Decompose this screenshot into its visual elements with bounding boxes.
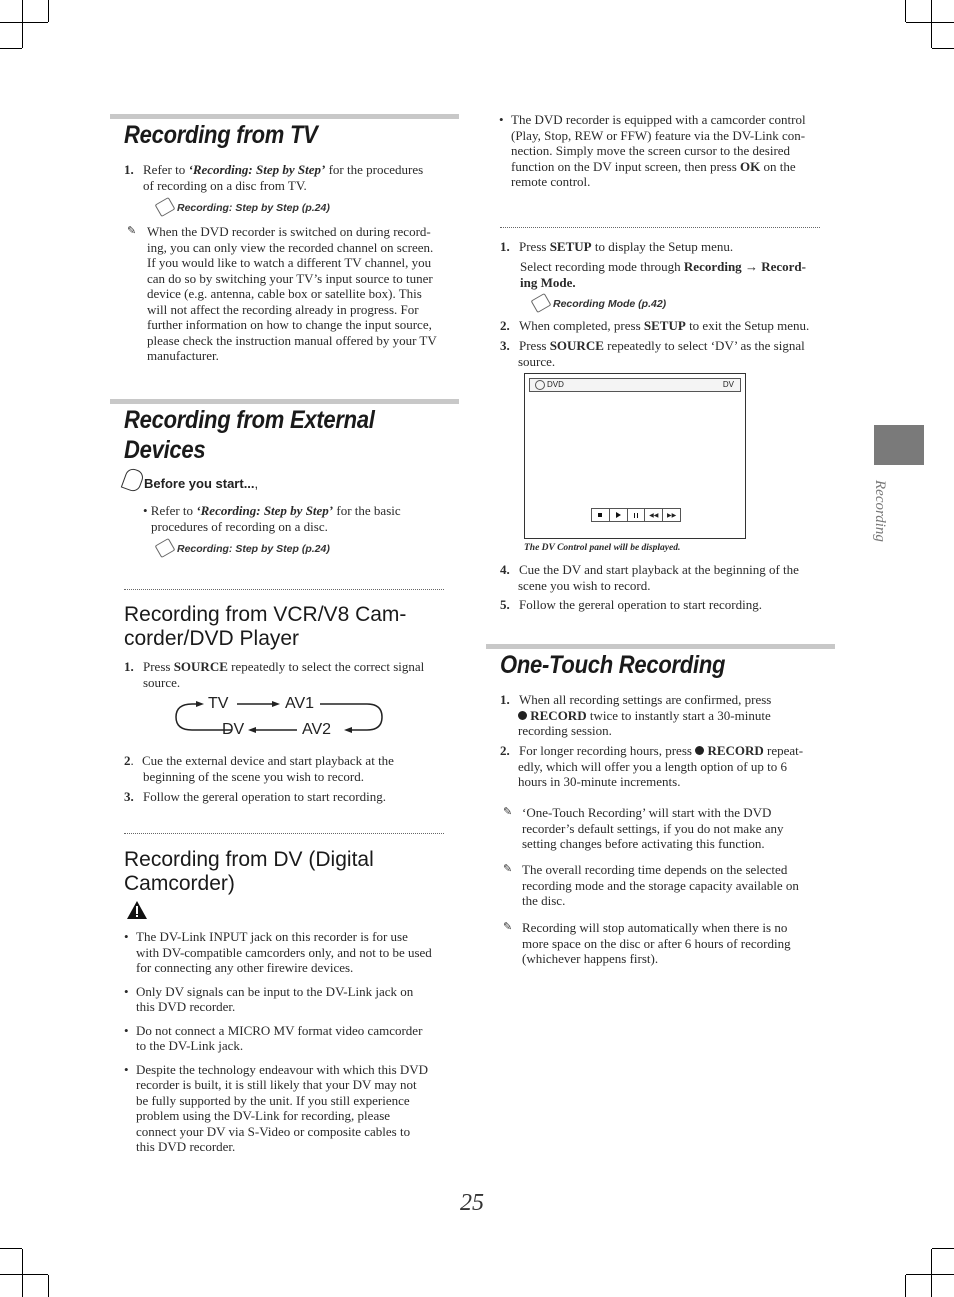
dv-control-panel (591, 508, 681, 522)
reference-icon (155, 197, 176, 217)
note-icon: ✎ (127, 224, 137, 237)
one-touch-step-2: 2. For longer recording hours, press RECORD repeat- edly, which will offer you a length option of up to 6 hours in 30-minute increments. (500, 743, 804, 789)
page-reference: Recording: Step by Step (p.24) (157, 198, 330, 216)
step-1: 1. Refer to ‘Recording: Step by Step’ for the procedures of recording on a disc from TV. (124, 162, 424, 193)
subsection-title: Recording from VCR/V8 Cam- corder/DVD Player (124, 603, 407, 650)
record-dot-icon (695, 746, 704, 755)
dv-step-1: 1. Press SETUP to display the Setup menu. (500, 239, 734, 254)
pause-button[interactable] (628, 509, 646, 521)
pencil-icon (121, 467, 145, 494)
reference-icon (531, 293, 552, 313)
before-item: • Refer to ‘Recording: Step by Step’ for the basic procedures of recording on a disc. (143, 503, 401, 534)
section-title: Recording from TV (124, 121, 318, 149)
subsection-title: Recording from DV (Digital Camcorder) (124, 848, 374, 895)
diagram-label-av1: AV1 (285, 695, 315, 712)
step-1: 1. Press SOURCE repeatedly to select the correct signal source. (124, 659, 425, 690)
dv-input-screen (524, 373, 746, 539)
section-title: Recording from External Devices (124, 406, 375, 464)
note-icon: ✎ (503, 920, 513, 933)
dv-step-1-detail: Select recording mode through Recording → Record- ing Mode. (520, 259, 806, 290)
dv-step-3: 3. Press SOURCE repeatedly to select ‘DV’ as the signal source. (500, 338, 805, 369)
before-you-start: Before you start..., (124, 469, 258, 491)
section-title: One-Touch Recording (500, 651, 726, 679)
play-button[interactable] (610, 509, 628, 521)
diagram-label-av2: AV2 (302, 721, 332, 738)
diagram-label-dv: DV (222, 721, 245, 738)
section-rule (110, 399, 459, 404)
screen-header: DVD DV (529, 378, 741, 392)
note-text: Recording will stop automatically when there is no more space on the disc or after 6 hours of recording (whichever happens first). (522, 920, 791, 966)
dv-step-2: 2. When completed, press SETUP to exit the Setup menu. (500, 318, 810, 333)
note-text: ‘One-Touch Recording’ will start with the DVD recorder’s default settings, if you do not make any setting changes before activating this function. (522, 805, 784, 851)
side-tab-block (874, 425, 924, 465)
page-reference: Recording Mode (p.42) (533, 294, 666, 312)
disc-icon (535, 380, 545, 390)
step-3: 3. Follow the gereral operation to start recording. (124, 789, 386, 804)
dotted-divider (124, 833, 444, 834)
list-item: • The DV-Link INPUT jack on this recorder is for use with DV-compatible camcorders only, and not to be used for connecting any other firewire devices. (124, 929, 432, 975)
note-icon: ✎ (503, 862, 513, 875)
dv-link-control-bullet: • The DVD recorder is equipped with a camcorder control (Play, Stop, REW or FFW) feature via the DV-Link con- nection. Simply move the screen cursor to the desired function on the DV input screen, then press OK on the remote control. (499, 112, 806, 189)
page-reference: Recording: Step by Step (p.24) (157, 539, 330, 557)
section-rule (486, 644, 835, 649)
reference-icon (155, 538, 176, 558)
stop-button[interactable] (592, 509, 610, 521)
list-item: • Only DV signals can be input to the DV-Link jack on this DVD recorder. (124, 983, 414, 1014)
page-number: 25 (460, 1190, 484, 1216)
step-2: 2. Cue the external device and start playback at the beginning of the scene you wish to record. (124, 753, 394, 784)
note-text: The overall recording time depends on the selected recording mode and the storage capacity available on the disc. (522, 862, 799, 908)
dv-step-4: 4. Cue the DV and start playback at the beginning of the scene you wish to record. (500, 562, 799, 593)
source-cycle-diagram (172, 694, 387, 742)
record-dot-icon (518, 711, 527, 720)
dv-step-5: 5. Follow the gereral operation to start recording. (500, 597, 762, 612)
fast-forward-button[interactable]: ▶▶ (666, 511, 677, 519)
list-item: • Despite the technology endeavour with which this DVD recorder is built, it is still likely that your DV may not be fully supported by the unit. If you still experience problem using the DV-Link for recording, please connect your DV via S-Video or composite cables to this DVD recorder. (124, 1061, 429, 1154)
note-text: When the DVD recorder is switched on during record- ing, you can only view the recorded channel on screen. If you would like to watch a different TV channel, you can do so by switching your TV’s input source to tuner device (e.g. antenna, cable box or satellite box). This will not affect the recording already in progress. For further information on how to change the input source, please check the instruction manual offered by your TV manufacturer. (147, 224, 437, 363)
diagram-label-tv: TV (208, 695, 229, 712)
one-touch-step-1: 1. When all recording settings are confirmed, press RECORD twice to instantly start a 30-minute recording session. (500, 692, 772, 738)
warning-icon (126, 900, 148, 920)
note-icon: ✎ (503, 805, 513, 818)
dotted-divider (124, 589, 444, 590)
list-item: • Do not connect a MICRO MV format video camcorder to the DV-Link jack. (124, 1022, 423, 1053)
screen-caption: The DV Control panel will be displayed. (524, 543, 681, 553)
caution-list (124, 929, 464, 1155)
section-rule (110, 114, 459, 119)
rewind-button[interactable]: ◀◀ (645, 509, 663, 521)
side-tab-label: Recording (872, 480, 888, 542)
dotted-divider (500, 227, 820, 228)
